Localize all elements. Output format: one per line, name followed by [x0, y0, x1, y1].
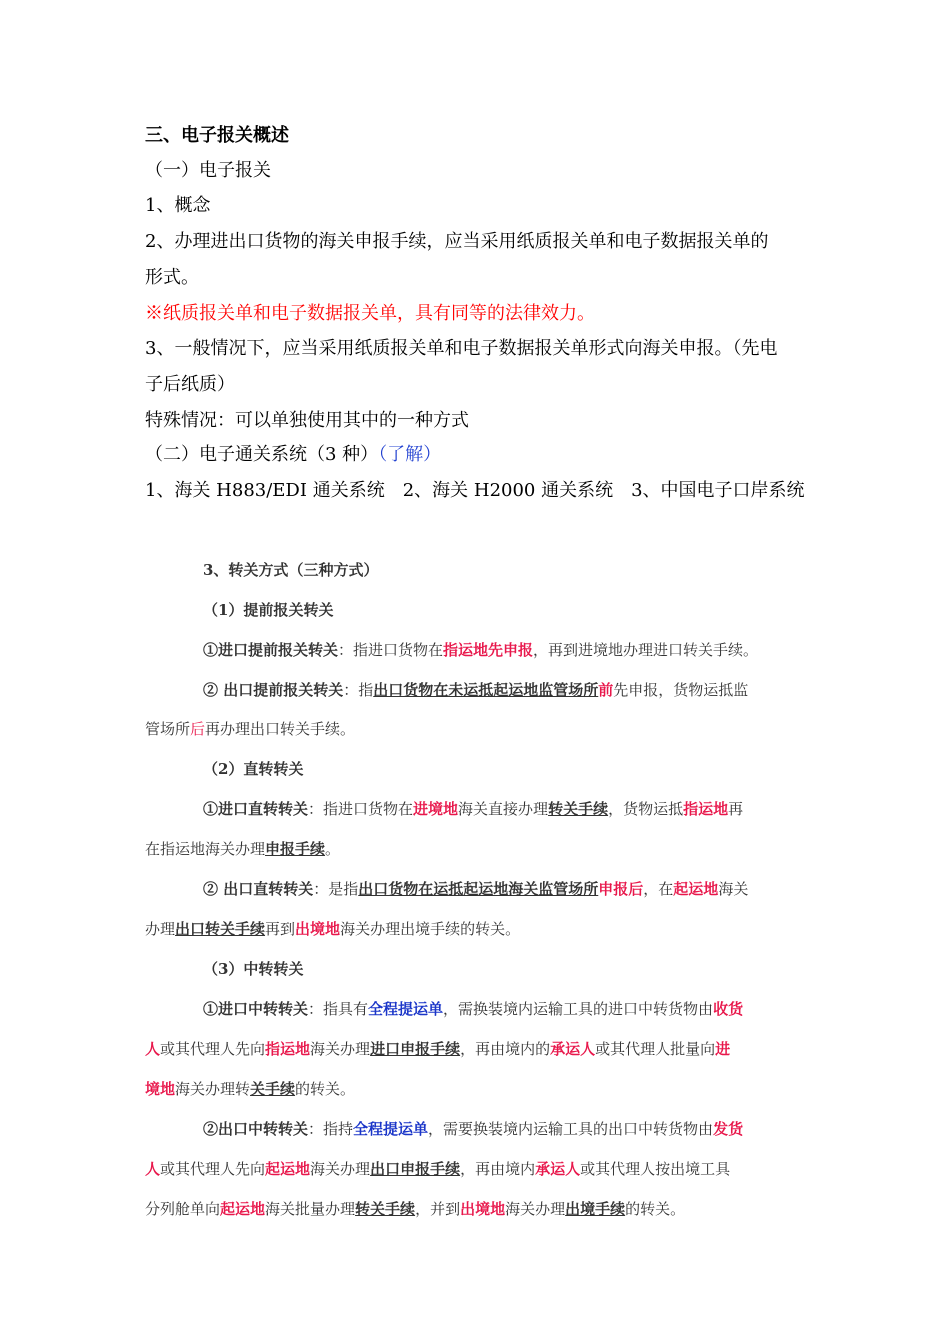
item-3-line-1: 3、一般情况下，应当采用纸质报关单和电子数据报关单形式向海关申报。（先电	[145, 338, 778, 359]
highlight-red: 起运地	[265, 1160, 311, 1178]
highlight-red: 人	[145, 1040, 161, 1058]
text-run: 再到	[265, 920, 296, 938]
underline-text: 转关手续	[355, 1200, 416, 1218]
text-run: ：指具有	[308, 1000, 369, 1018]
highlight-red: 后	[190, 720, 206, 738]
subheading-systems	[145, 443, 441, 467]
text-run: ：指进口货物在	[338, 641, 444, 659]
direct-import-line-2	[145, 838, 340, 860]
text-run: 海关办理	[310, 1160, 371, 1178]
underline-text: 关手续	[250, 1080, 296, 1098]
underline-text: 出口转关手续	[175, 920, 266, 938]
text-run: ，需换装境内运输工具的进口中转货物由	[443, 1000, 714, 1018]
direct-export-line-1	[203, 878, 748, 900]
text-run: 再办理出口转关手续。	[205, 720, 356, 738]
direct-export-line-2	[145, 918, 520, 940]
transit-import-line-2	[145, 1038, 730, 1060]
term-label: ②出口中转转关	[203, 1120, 309, 1138]
text-run: 海关办理出境手续的转关。	[340, 920, 521, 938]
transit-export-line-1	[203, 1118, 743, 1140]
term-label: ①进口中转转关	[203, 1000, 309, 1018]
subheading-electronic-declaration: （一）电子报关	[145, 160, 271, 181]
text-run: ，需要换装境内运输工具的出口中转货物由	[428, 1120, 714, 1138]
subheading-systems-text: （二）电子通关系统（3 种）	[145, 444, 379, 465]
term-label: ② 出口提前报关转关	[203, 681, 344, 699]
transit-export-line-2	[145, 1158, 730, 1180]
transit-import-line-1	[203, 998, 743, 1020]
text-run: 海关批量办理	[265, 1200, 356, 1218]
text-run: ，再由境内的	[460, 1040, 551, 1058]
text-run: ，在	[643, 880, 674, 898]
underline-text: 出口申报手续	[370, 1160, 461, 1178]
text-run: 海关	[718, 880, 749, 898]
item-2-line-2: 形式。	[145, 267, 199, 288]
section-heading: 三、电子报关概述	[145, 125, 289, 146]
underline-text: 出口货物在未运抵起运地监管场所	[373, 681, 599, 699]
text-run: 分列舱单向	[145, 1200, 221, 1218]
item-concept: 1、概念	[145, 195, 211, 216]
text-run: 在指运地海关办理	[145, 840, 266, 858]
advance-export-line-1	[203, 679, 748, 701]
text-run: 或其代理人先向	[160, 1040, 266, 1058]
transit-transfer-heading: （3）中转转关	[203, 960, 304, 978]
text-run: 先申报，货物运抵监	[613, 681, 749, 699]
highlight-red: 前	[598, 681, 614, 699]
text-run: 海关直接办理	[458, 800, 549, 818]
text-run: ：指持	[308, 1120, 354, 1138]
highlight-red: 收货	[713, 1000, 744, 1018]
text-run: 海关办理	[310, 1040, 371, 1058]
text-run: 海关办理	[505, 1200, 566, 1218]
text-run: ，再由境内	[460, 1160, 536, 1178]
term-label: ①进口直转转关	[203, 800, 309, 818]
highlight-red: 进境地	[413, 800, 459, 818]
highlight-red: 指运地先申报	[443, 641, 534, 659]
legal-effect-note: ※纸质报关单和电子数据报关单，具有同等的法律效力。	[145, 303, 595, 324]
text-run: 再	[728, 800, 744, 818]
underline-text: 申报手续	[265, 840, 326, 858]
item-2-line-1: 2、办理进出口货物的海关申报手续，应当采用纸质报关单和电子数据报关单的	[145, 231, 769, 252]
advance-export-line-2	[145, 718, 355, 740]
direct-transfer-heading: （2）直转转关	[203, 760, 304, 778]
text-run: 办理	[145, 920, 176, 938]
text-run: ：指进口货物在	[308, 800, 414, 818]
highlight-red: 起运地	[673, 880, 719, 898]
text-run: 海关办理转	[175, 1080, 251, 1098]
term-label: ② 出口直转转关	[203, 880, 314, 898]
highlight-red: 出境地	[295, 920, 341, 938]
underline-text: 出境手续	[565, 1200, 626, 1218]
underline-text: 转关手续	[548, 800, 609, 818]
clearance-systems-list: 1、海关 H883/EDI 通关系统 2、海关 H2000 通关系统 3、中国电子口岸系统	[145, 480, 805, 501]
highlight-red: 承运人	[550, 1040, 596, 1058]
highlight-red: 承运人	[535, 1160, 581, 1178]
text-run: 或其代理人批量向	[595, 1040, 716, 1058]
highlight-red: 境地	[145, 1080, 176, 1098]
understand-note: （了解）	[378, 444, 442, 465]
transit-import-line-3	[145, 1078, 355, 1100]
advance-declaration-heading: （1）提前报关转关	[203, 601, 334, 619]
highlight-red: 起运地	[220, 1200, 266, 1218]
direct-import-line-1	[203, 798, 743, 820]
transit-export-line-3	[145, 1198, 685, 1220]
highlight-red: 申报后	[598, 880, 644, 898]
highlight-blue: 全程提运单	[368, 1000, 444, 1018]
highlight-red: 人	[145, 1160, 161, 1178]
text-run: ，货物运抵	[608, 800, 684, 818]
advance-import-line	[203, 639, 758, 661]
text-run: ：指	[343, 681, 374, 699]
special-case: 特殊情况：可以单独使用其中的一种方式	[145, 410, 469, 431]
text-run: 的转关。	[625, 1200, 686, 1218]
transfer-methods-title: 3、转关方式（三种方式）	[203, 561, 379, 579]
text-run: 或其代理人按出境工具	[580, 1160, 731, 1178]
highlight-red: 出境地	[460, 1200, 506, 1218]
text-run: 或其代理人先向	[160, 1160, 266, 1178]
underline-text: 进口申报手续	[370, 1040, 461, 1058]
term-label: ①进口提前报关转关	[203, 641, 339, 659]
text-run: 管场所	[145, 720, 191, 738]
item-3-line-2: 子后纸质）	[145, 374, 235, 395]
highlight-red: 发货	[713, 1120, 744, 1138]
text-run: 。	[325, 840, 341, 858]
highlight-blue: 全程提运单	[353, 1120, 429, 1138]
text-run: 的转关。	[295, 1080, 356, 1098]
highlight-red: 指运地	[683, 800, 729, 818]
highlight-red: 进	[715, 1040, 731, 1058]
text-run: ，并到	[415, 1200, 461, 1218]
text-run: ：是指	[313, 880, 359, 898]
text-run: ，再到进境地办理进口转关手续。	[533, 641, 759, 659]
highlight-red: 指运地	[265, 1040, 311, 1058]
underline-text: 出口货物在运抵起运地海关监管场所	[358, 880, 599, 898]
